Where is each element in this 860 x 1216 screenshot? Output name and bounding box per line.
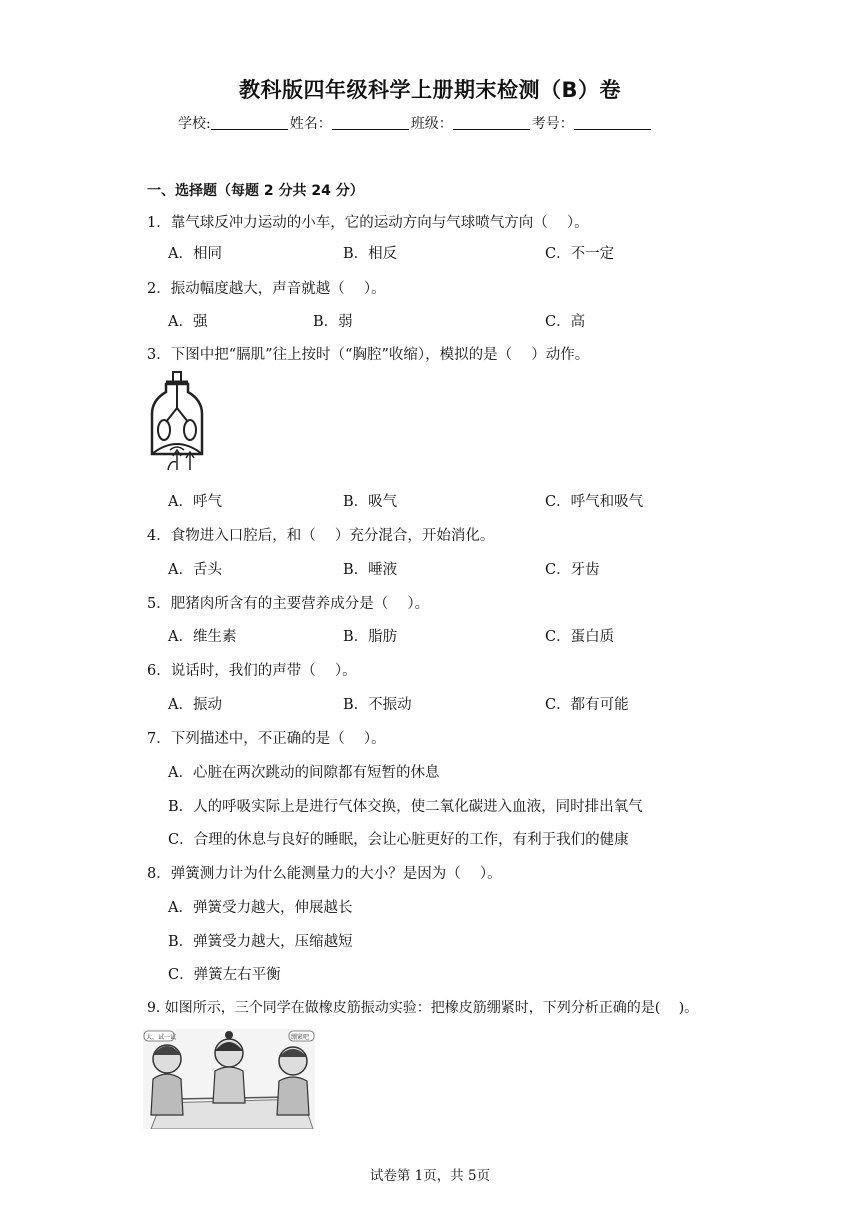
option-c: C．牙齿 [545,562,600,578]
lung-model-figure [146,370,208,476]
option-c: C．弹簧左右平衡 [168,967,281,983]
number-blank[interactable] [574,115,651,130]
question-stem: 8．弹簧测力计为什么能测量力的大小？是因为（ ）。 [147,866,502,882]
option-b: B．弱 [313,314,353,330]
option-b: B．脂肪 [343,629,398,645]
option-b: B．不振动 [343,697,412,713]
option-c: C．都有可能 [545,697,629,713]
question-stem: 2．振动幅度越大，声音就越（ ）。 [147,281,386,297]
question-stem: 6．说话时，我们的声带（ ）。 [147,663,357,679]
question-stem: 4．食物进入口腔后，和（ ）充分混合，开始消化。 [147,528,495,544]
class-label: 班级： [410,116,453,132]
option-c: C．不一定 [545,246,615,262]
option-c: C．蛋白质 [545,629,615,645]
number-label: 考号： [531,116,574,132]
section-heading: 一、选择题（每题 2 分共 24 分） [147,183,364,199]
school-label: 学校: [178,116,211,132]
option-c: C．高 [545,314,586,330]
question-stem: 7．下列描述中，不正确的是（ ）。 [147,731,386,747]
speech-bubble-right: 绷紧吧 [291,1034,310,1041]
rubber-band-experiment-figure [143,1029,315,1129]
option-a: A．呼气 [168,494,222,510]
class-blank[interactable] [453,115,530,130]
page-footer: 试卷第 1页，共 5页 [369,1168,491,1184]
option-c: C．合理的休息与良好的睡眠，会让心脏更好的工作，有利于我们的健康 [168,832,629,848]
school-blank[interactable] [211,115,288,130]
option-a: A．振动 [168,697,222,713]
option-b: B．人的呼吸实际上是进行气体交换，使二氧化碳进入血液，同时排出氧气 [168,799,643,815]
option-a: A．舌头 [168,562,222,578]
question-stem: 5．肥猪肉所含有的主要营养成分是（ ）。 [147,596,430,612]
option-a: A．心脏在两次跳动的间隙都有短暂的休息 [168,765,440,781]
student-info-line [178,113,653,133]
speech-bubble-left: 大，试一试 [146,1034,177,1041]
option-a: A．强 [168,314,208,330]
option-b: B．相反 [343,246,398,262]
question-stem: 1．靠气球反冲力运动的小车，它的运动方向与气球喷气方向（ ）。 [147,215,589,231]
option-b: B．弹簧受力越大，压缩越短 [168,934,353,950]
name-blank[interactable] [332,115,409,130]
question-stem: 3．下图中把“膈肌”往上按时（“胸腔”收缩），模拟的是（ ）动作。 [147,347,590,363]
name-label: 姓名： [289,116,332,132]
option-c: C．呼气和吸气 [545,494,644,510]
option-b: B．唾液 [343,562,398,578]
option-a: A．弹簧受力越大，伸展越长 [168,900,353,916]
option-a: A．维生素 [168,629,237,645]
option-a: A．相同 [168,246,222,262]
question-stem: 9. 如图所示，三个同学在做橡皮筋振动实验：把橡皮筋绷紧时，下列分析正确的是( )。 [147,1000,699,1016]
exam-title: 教科版四年级科学上册期末检测（B）卷 [238,78,621,102]
option-b: B．吸气 [343,494,398,510]
